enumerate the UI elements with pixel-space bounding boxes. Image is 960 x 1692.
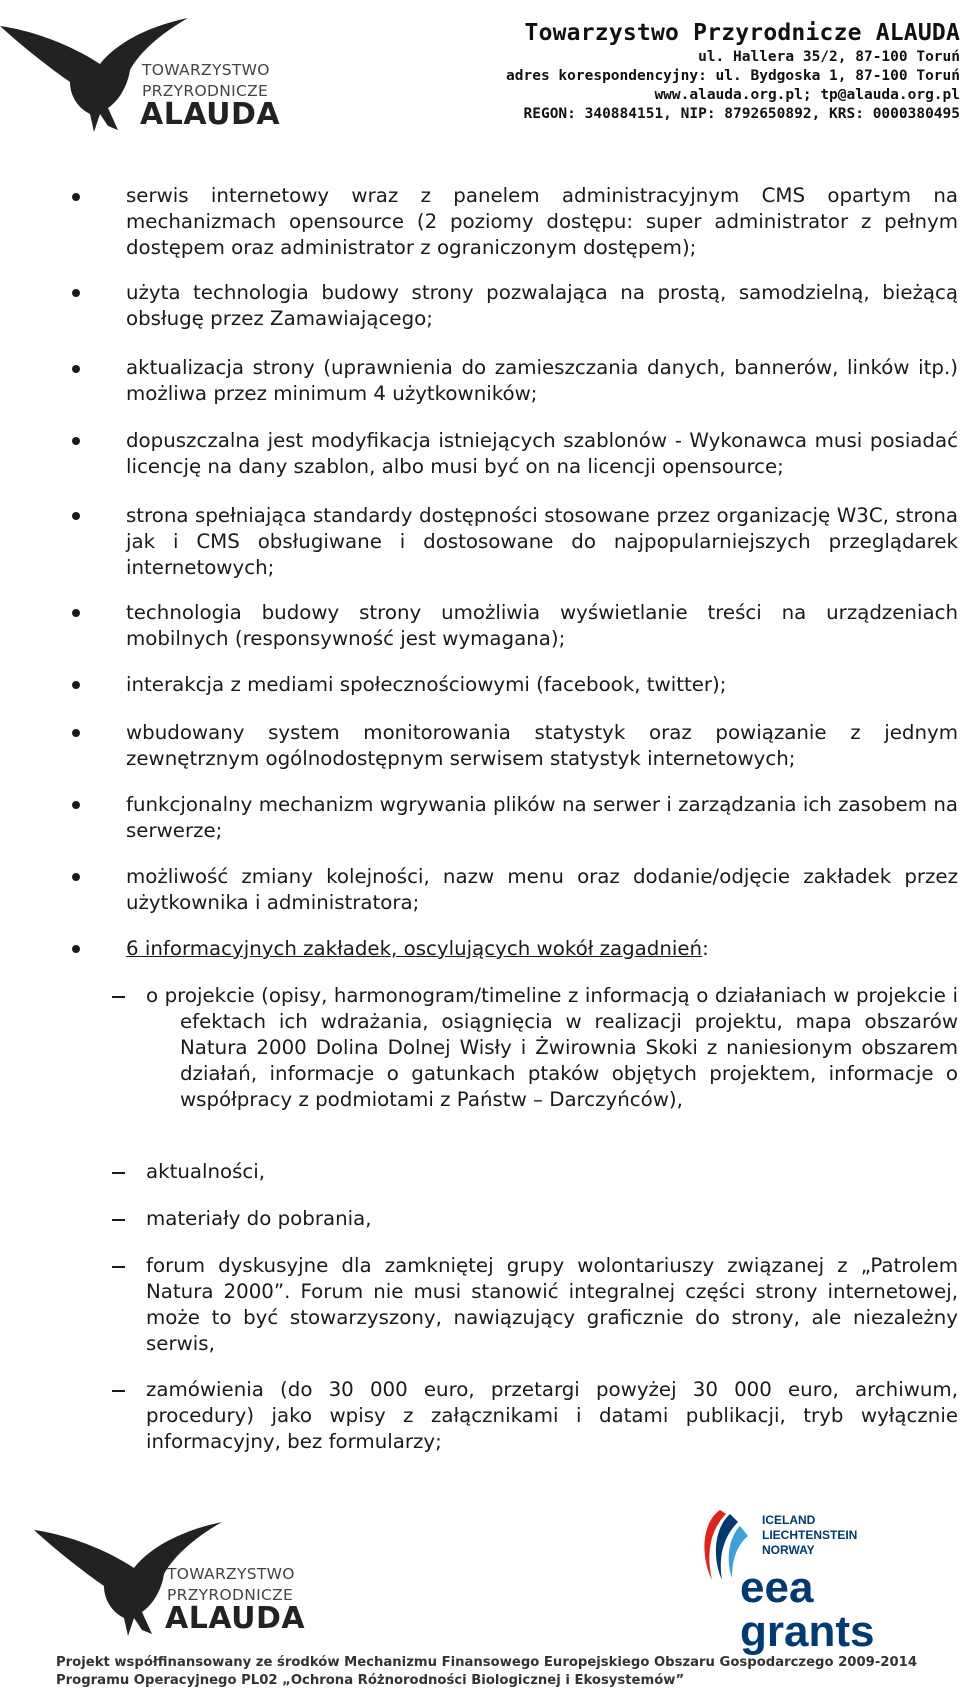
- dash-icon: [112, 996, 125, 998]
- funding-line-1: Projekt współfinansowany ze środków Mechanizmu Finansowego Europejskiego Obszaru Gospodarczego 2009-2014: [56, 1655, 918, 1670]
- logo-text-towarzystwo: TOWARZYSTWO: [142, 61, 270, 79]
- eea-country-norway: NORWAY: [762, 1543, 815, 1557]
- bullet-icon: [72, 681, 80, 689]
- sub-list-item: aktualności,: [146, 1160, 266, 1183]
- organization-address: ul. Hallera 35/2, 87-100 Toruń: [698, 49, 960, 65]
- bullet-icon: [72, 945, 80, 953]
- alauda-logo-footer: [34, 1508, 324, 1638]
- bullet-icon: [72, 729, 80, 737]
- list-item: wbudowany system monitorowania statystyk oraz powiązanie z jednym zewnętrznym ogólnodostępnym serwisem statystyk internetowych;: [126, 721, 958, 770]
- dash-icon: [112, 1266, 125, 1268]
- bullet-icon: [72, 609, 80, 617]
- logo-text-alauda: ALAUDA: [165, 1601, 306, 1636]
- eea-country-iceland: ICELAND: [762, 1513, 816, 1527]
- dash-icon: [112, 1219, 125, 1221]
- list-item: technologia budowy strony umożliwia wyświetlanie treści na urządzeniach mobilnych (responsywność jest wymagana);: [126, 601, 958, 650]
- organization-name: Towarzystwo Przyrodnicze ALAUDA: [524, 20, 960, 46]
- list-item: interakcja z mediami społecznościowymi (facebook, twitter);: [126, 673, 727, 696]
- eea-grants-logo: [700, 1508, 900, 1658]
- list-item: dopuszczalna jest modyfikacja istniejących szablonów - Wykonawca musi posiadać licencję na dany szablon, albo musi być on na licencji opensource;: [126, 429, 958, 478]
- alauda-logo: [0, 4, 290, 134]
- logo-text-przyrodnicze: PRZYRODNICZE: [142, 82, 269, 100]
- bullet-icon: [72, 289, 80, 297]
- logo-text-przyrodnicze: PRZYRODNICZE: [167, 1586, 294, 1604]
- eea-country-liechtenstein: LIECHTENSTEIN: [762, 1528, 858, 1542]
- bullet-icon: [72, 512, 80, 520]
- eea-brand-eea: eea: [740, 1563, 814, 1612]
- sub-list-item: materiały do pobrania,: [146, 1207, 372, 1230]
- sub-list-item: o projekcie (opisy, harmonogram/timeline z informacją o działaniach w projekcie i efektach ich wdrażania, osiągnięcia w realizacji projektu, mapa obszarów Natura 2000 Dolina Dolnej Wisły i Żwirownia Skoki z naniesionym obszarem działań, informacje o gatunkach ptaków objętych projektem, informacje o współpracy z podmiotami z Państw – Darczyńców),: [146, 984, 958, 1111]
- bullet-icon: [72, 365, 80, 373]
- bullet-icon: [72, 801, 80, 809]
- tabs-heading: [126, 936, 958, 962]
- tabs-heading-colon: :: [702, 937, 709, 960]
- bullet-icon: [72, 873, 80, 881]
- sub-list-item: forum dyskusyjne dla zamkniętej grupy wolontariuszy związanej z „Patrolem Natura 2000”. Forum nie musi stanowić integralnej części strony internetowej, może to być stowarzyszony, nawiązujący graficznie do strony, ale niezależny serwis,: [146, 1254, 958, 1355]
- logo-text-towarzystwo: TOWARZYSTWO: [167, 1565, 295, 1583]
- list-item: aktualizacja strony (uprawnienia do zamieszczania danych, bannerów, linków itp.) możliwa przez minimum 4 użytkowników;: [126, 356, 958, 405]
- funding-line-2: Programu Operacyjnego PL02 „Ochrona Różnorodności Biologicznej i Ekosystemów”: [56, 1673, 685, 1688]
- tabs-heading-text: 6 informacyjnych zakładek, oscylujących wokół zagadnień: [126, 937, 703, 960]
- organization-contact: [400, 18, 960, 124]
- bullet-icon: [72, 193, 80, 201]
- eea-brand-grants: grants: [740, 1607, 875, 1656]
- dash-icon: [112, 1390, 125, 1392]
- logo-text-alauda: ALAUDA: [140, 97, 281, 132]
- registry-numbers: REGON: 340884151, NIP: 8792650892, KRS: 0000380495: [523, 106, 960, 122]
- funding-statement: [56, 1654, 956, 1690]
- correspondence-address: adres korespondencyjny: ul. Bydgoska 1, 87-100 Toruń: [506, 68, 960, 84]
- list-item: funkcjonalny mechanizm wgrywania plików na serwer i zarządzania ich zasobem na serwerze;: [126, 793, 958, 842]
- dash-icon: [112, 1172, 125, 1174]
- website-email: www.alauda.org.pl; tp@alauda.org.pl: [654, 87, 960, 103]
- bullet-icon: [72, 437, 80, 445]
- list-item: strona spełniająca standardy dostępności stosowane przez organizację W3C, strona jak i CMS obsługiwane i dostosowane do najpopularniejszych przeglądarek internetowych;: [126, 504, 958, 579]
- sub-list-item: zamówienia (do 30 000 euro, przetargi powyżej 30 000 euro, archiwum, procedury) jako wpisy z załącznikami i datami publikacji, tryb wyłącznie informacyjny, bez formularzy;: [146, 1378, 958, 1453]
- list-item: możliwość zmiany kolejności, nazw menu oraz dodanie/odjęcie zakładek przez użytkownika i administratora;: [126, 865, 958, 914]
- list-item: użyta technologia budowy strony pozwalająca na prostą, samodzielną, bieżącą obsługę przez Zamawiającego;: [126, 281, 958, 330]
- list-item: serwis internetowy wraz z panelem administracyjnym CMS opartym na mechanizmach opensource (2 poziomy dostępu: super administrator z pełnym dostępem oraz administrator z ograniczonym dostępem);: [126, 184, 958, 259]
